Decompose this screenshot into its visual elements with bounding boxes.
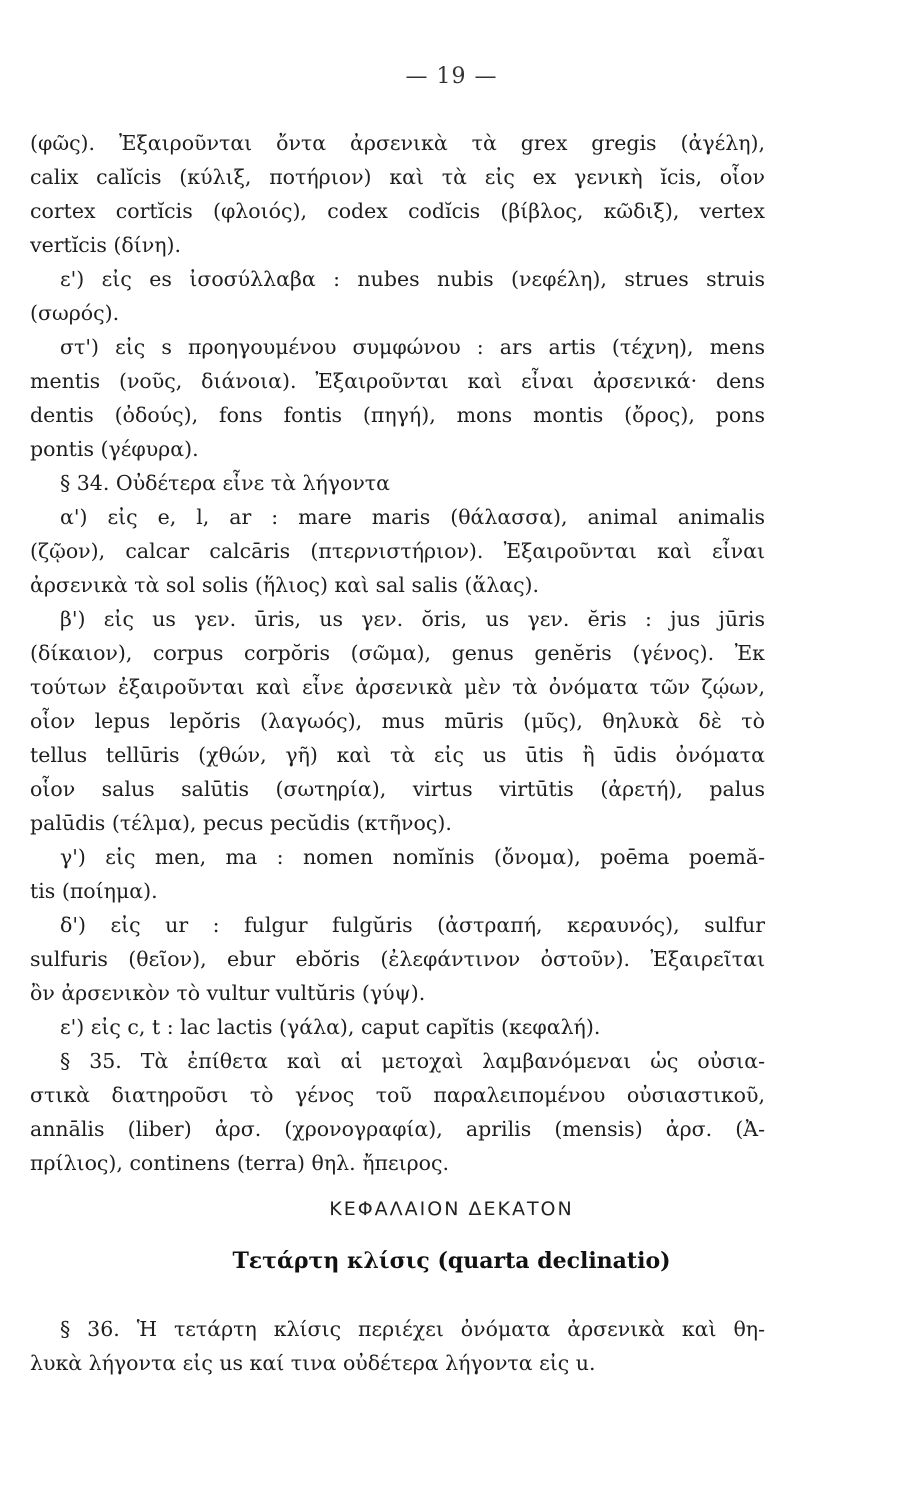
text-line: pontis (γέφυρα). — [30, 437, 199, 461]
text-line: cortex cortĭcis (φλοιός), codex codĭcis (βίβλος, κῶδιξ), vertex — [30, 199, 765, 223]
section-line: § 34. Οὐδέτερα εἶνε τὰ λήγοντα — [60, 471, 390, 495]
closing-paragraph — [30, 1312, 765, 1380]
text-line: λυκὰ λήγοντα εἰς us καί τινα οὐδέτερα λήγοντα εἰς u. — [30, 1351, 596, 1375]
text-line: dentis (ὀδούς), fons fontis (πηγή), mons montis (ὄρος), pons — [30, 403, 765, 427]
text-line: ἀρσενικὰ τὰ sol solis (ἥλιος) καὶ sal salis (ἅλας). — [30, 573, 540, 597]
main-text-block — [30, 126, 765, 1180]
text-line: tellus tellūris (χθών, γῆ) καὶ τὰ εἰς us ūtis ἢ ūdis ὀνόματα — [30, 743, 765, 767]
text-line: annālis (liber) ἀρσ. (χρονογραφία), aprilis (mensis) ἀρσ. (Ἀ- — [30, 1117, 765, 1141]
section-line: § 35. Τὰ ἐπίθετα καὶ αἱ μετοχαὶ λαμβανόμεναι ὡς οὐσια- — [60, 1049, 765, 1073]
text-line: vertĭcis (δίνη). — [30, 233, 182, 257]
text-line: calix calĭcis (κύλιξ, ποτήριον) καὶ τὰ εἰς ex γενικὴ ĭcis, οἷον — [30, 165, 765, 189]
text-line: πρίλιος), continens (terra) θηλ. ἤπειρος. — [30, 1151, 449, 1175]
text-line: ε') εἰς es ἰσοσύλλαβα : nubes nubis (νεφέλη), strues struis — [60, 267, 765, 291]
text-line: tis (ποίημα). — [30, 879, 158, 903]
chapter-title: ΚΕΦΑΛΑΙΟΝ ΔΕΚΑΤΟΝ — [329, 1198, 574, 1220]
section-line: § 36. Ἡ τετάρτη κλίσις περιέχει ὀνόματα ἀρσενικὰ καὶ θη- — [60, 1317, 765, 1341]
text-line: sulfuris (θεῖον), ebur ebŏris (ἐλεφάντινον ὀστοῦν). Ἐξαιρεῖται — [30, 947, 765, 971]
text-line: β') εἰς us γεν. ūris, us γεν. ŏris, us γεν. ĕris : jus jūris — [60, 607, 765, 631]
text-line: ε') εἰς c, t : lac lactis (γάλα), caput capĭtis (κεφαλή). — [60, 1015, 601, 1039]
text-line: (δίκαιον), corpus corpŏris (σῶμα), genus genĕris (γένος). Ἐκ — [30, 641, 765, 665]
text-line: ὂν ἀρσενικὸν τὸ vultur vultŭris (γύψ). — [30, 981, 426, 1005]
text-line: δ') εἰς ur : fulgur fulgŭris (ἀστραπή, κεραυνός), sulfur — [60, 913, 765, 937]
text-line: τούτων ἐξαιροῦνται καὶ εἶνε ἀρσενικὰ μὲν τὰ ὀνόματα τῶν ζῴων, — [30, 675, 765, 699]
text-line: οἷον lepus lepŏris (λαγωός), mus mūris (μῦς), θηλυκὰ δὲ τὸ — [30, 709, 765, 733]
text-line: στικὰ διατηροῦσι τὸ γένος τοῦ παραλειπομένου οὐσιαστικοῦ, — [30, 1083, 765, 1107]
text-line: mentis (νοῦς, διάνοια). Ἐξαιροῦνται καὶ εἶναι ἀρσενικά· dens — [30, 369, 765, 393]
text-line: palūdis (τέλμα), pecus pecŭdis (κτῆνος). — [30, 811, 452, 835]
text-line: (ζῷον), calcar calcāris (πτερνιστήριον). Ἐξαιροῦνται καὶ εἶναι — [30, 539, 765, 563]
text-line: γ') εἰς men, ma : nomen nomĭnis (ὄνομα), poēma poemă- — [60, 845, 765, 869]
page-number: — 19 — — [405, 64, 498, 89]
chapter-subtitle: Τετάρτη κλίσις (quarta declinatio) — [232, 1248, 671, 1274]
text-line: (φῶς). Ἐξαιροῦνται ὄντα ἀρσενικὰ τὰ grex gregis (ἀγέλη), — [30, 131, 765, 155]
text-line: (σωρός). — [30, 301, 120, 325]
text-line: στ') εἰς s προηγουμένου συμφώνου : ars artis (τέχνη), mens — [60, 335, 765, 359]
text-line: οἷον salus salūtis (σωτηρία), virtus virtūtis (ἀρετή), palus — [30, 777, 765, 801]
text-line: α') εἰς e, l, ar : mare maris (θάλασσα), animal animalis — [60, 505, 765, 529]
